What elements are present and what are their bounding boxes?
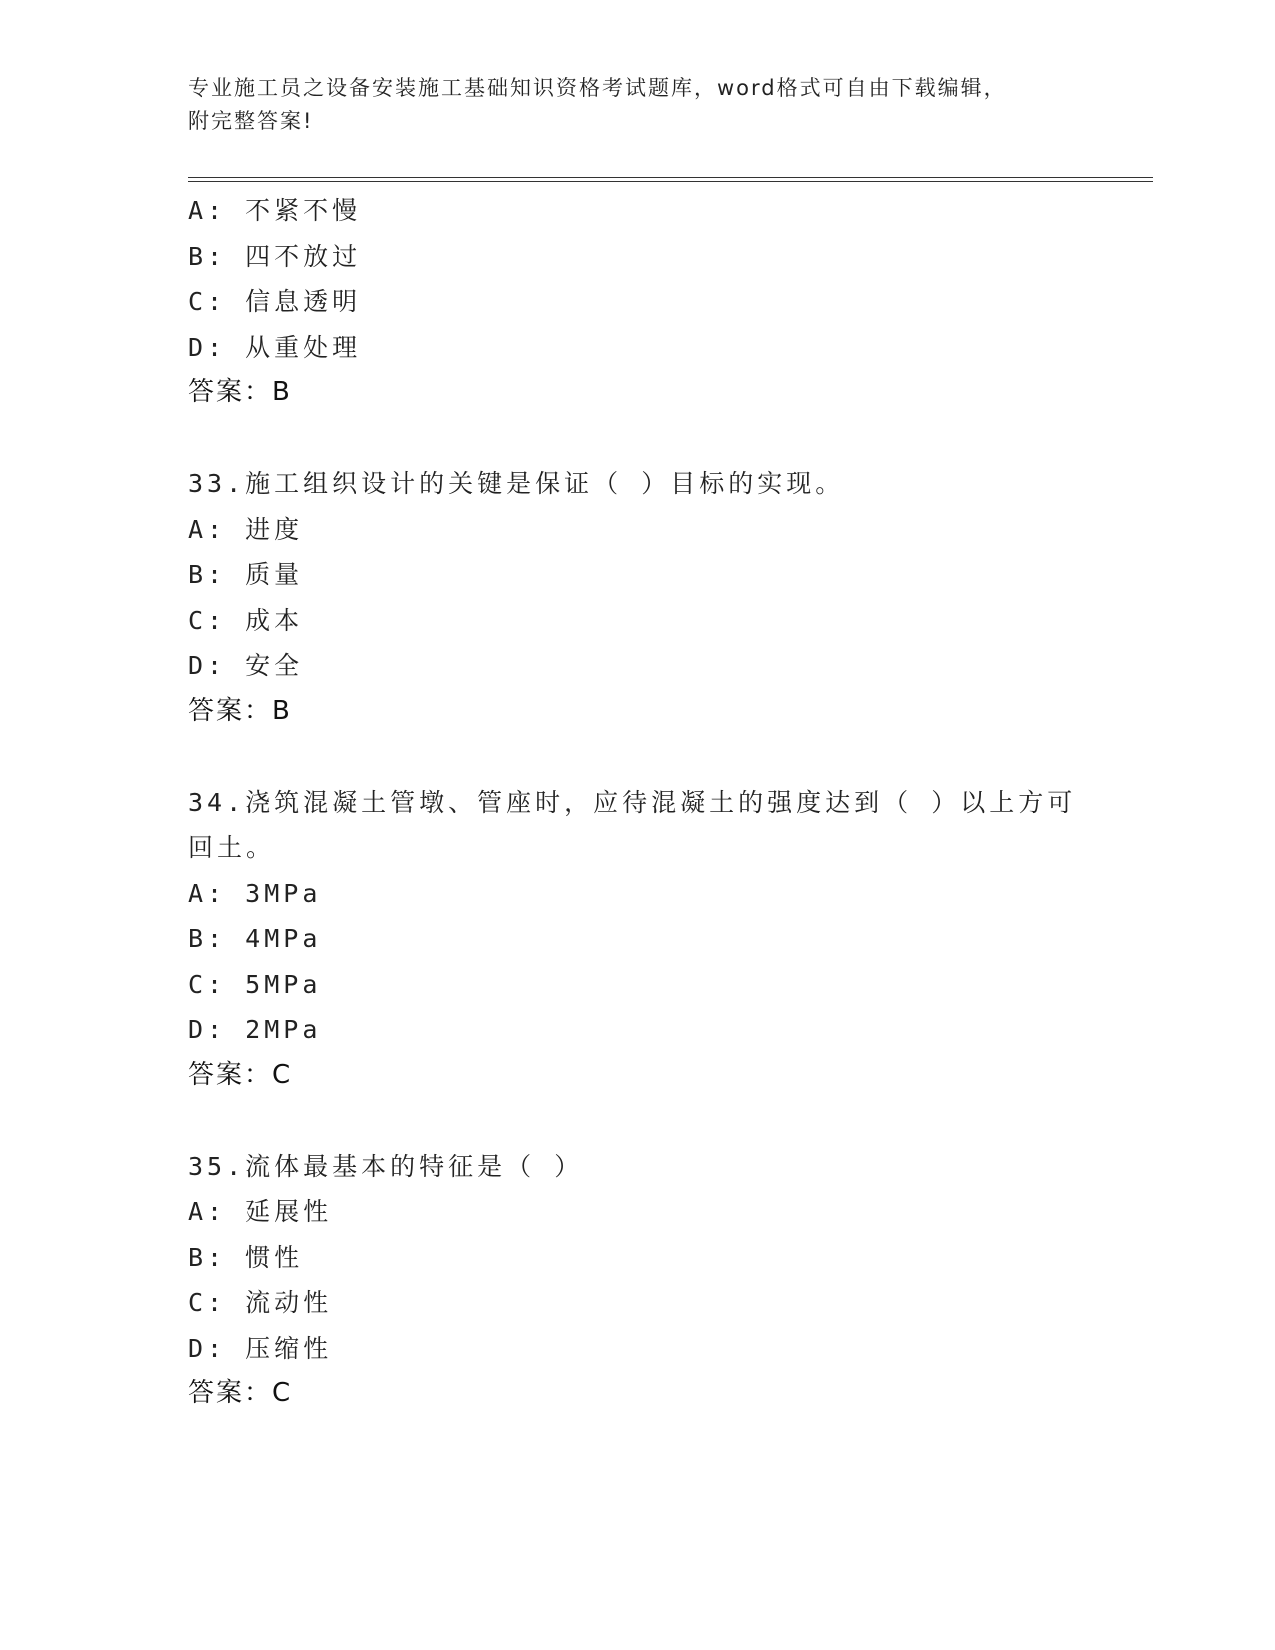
document-header (188, 72, 1088, 138)
option-text: 成本 (245, 605, 304, 635)
option-text: 惯性 (245, 1242, 304, 1272)
answer-line: 答案：C (188, 1378, 293, 1408)
question-list (188, 188, 1088, 1417)
option-d (188, 1007, 1088, 1053)
question-text (188, 461, 1088, 507)
option-letter: C: (188, 605, 227, 635)
question-stem: 流体最基本的特征是（ ） (245, 1151, 584, 1181)
option-d (188, 325, 1088, 371)
option-text: 5MPa (245, 969, 322, 999)
question-33 (188, 461, 1088, 734)
option-letter: D: (188, 651, 227, 680)
question-35 (188, 1144, 1088, 1417)
option-text: 3MPa (245, 878, 322, 908)
option-c (188, 279, 1088, 325)
option-letter: C: (188, 287, 227, 316)
answer-line: 答案：C (188, 1059, 293, 1090)
option-letter: B: (188, 560, 227, 589)
option-letter: B: (188, 924, 227, 953)
option-d (188, 1326, 1088, 1372)
option-letter: A: (188, 514, 227, 544)
option-b (188, 916, 1088, 962)
question-stem: 浇筑混凝土管墩、管座时，应待混凝土的强度达到（ ）以上方可 (245, 787, 1077, 817)
option-text: 从重处理 (245, 332, 362, 362)
option-a (188, 188, 1088, 234)
question-stem: 施工组织设计的关键是保证（ ）目标的实现。 (245, 469, 845, 498)
option-letter: C: (188, 1288, 227, 1317)
option-a (188, 871, 1088, 917)
option-text: 延展性 (245, 1197, 333, 1226)
option-text: 质量 (245, 560, 304, 589)
option-letter: D: (188, 1333, 227, 1363)
option-c (188, 598, 1088, 644)
option-letter: A: (188, 1197, 227, 1226)
option-b (188, 234, 1088, 280)
option-text: 进度 (245, 514, 304, 544)
option-letter: D: (188, 1015, 227, 1044)
option-a (188, 507, 1088, 553)
option-text: 压缩性 (245, 1333, 333, 1363)
question-text (188, 1144, 1088, 1190)
option-d (188, 643, 1088, 689)
option-letter: D: (188, 332, 227, 362)
option-text: 4MPa (245, 924, 322, 953)
option-text: 信息透明 (245, 287, 362, 316)
option-a (188, 1189, 1088, 1235)
spacer (188, 734, 1088, 780)
question-32-continued (188, 188, 1088, 416)
header-line-2: 附完整答案! (188, 109, 314, 133)
option-letter: A: (188, 196, 227, 225)
spacer (188, 1098, 1088, 1144)
question-number: 35. (188, 1151, 246, 1181)
question-text-line-1 (188, 780, 1088, 826)
option-letter: B: (188, 1242, 227, 1272)
option-text: 流动性 (245, 1288, 333, 1317)
option-text: 四不放过 (245, 241, 362, 271)
option-c (188, 962, 1088, 1008)
answer-line: 答案：B (188, 377, 292, 407)
question-number: 33. (188, 469, 246, 498)
option-text: 2MPa (245, 1015, 322, 1044)
option-text: 不紧不慢 (245, 196, 362, 225)
header-divider-top (188, 177, 1153, 178)
header-line-1: 专业施工员之设备安装施工基础知识资格考试题库，word格式可自由下载编辑， (188, 76, 1007, 100)
header-divider-bottom (188, 181, 1153, 182)
spacer (188, 416, 1088, 462)
answer-line: 答案：B (188, 695, 292, 726)
option-letter: C: (188, 969, 227, 999)
option-letter: B: (188, 241, 227, 271)
option-c (188, 1280, 1088, 1326)
option-b (188, 1235, 1088, 1281)
question-number: 34. (188, 787, 246, 817)
option-letter: A: (188, 878, 227, 908)
question-text-line-2: 回土。 (188, 833, 276, 862)
question-34 (188, 780, 1088, 1099)
option-text: 安全 (245, 651, 304, 680)
option-b (188, 552, 1088, 598)
